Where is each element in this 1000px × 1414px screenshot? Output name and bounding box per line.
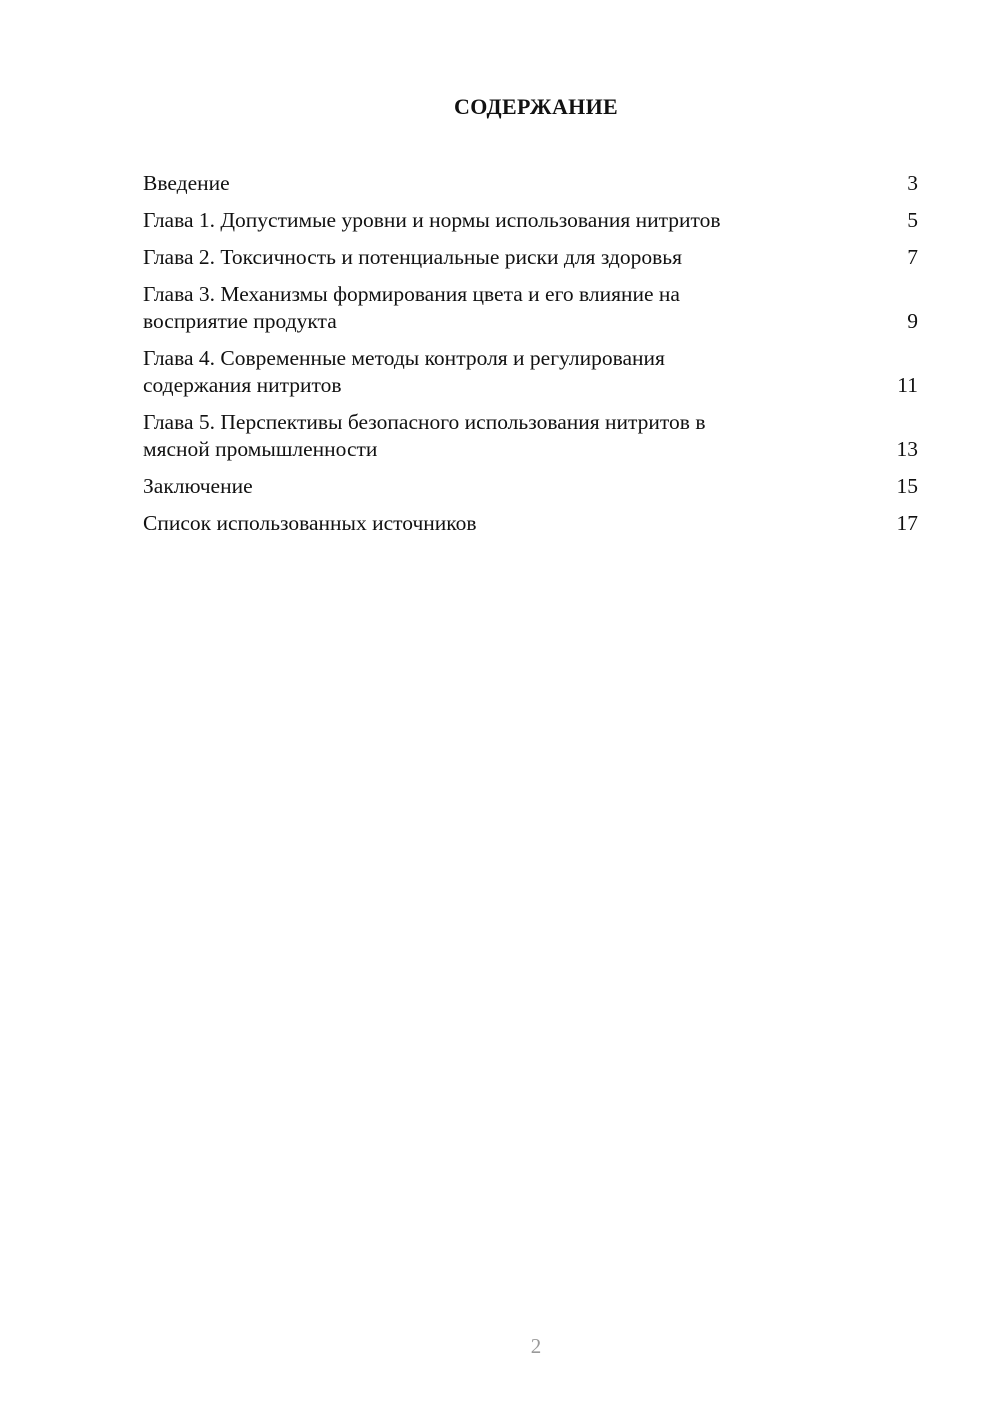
toc-entry-title-line: восприятие продукта <box>143 309 337 333</box>
toc-entry-title-line: Глава 3. Механизмы формирования цвета и его влияние на <box>143 282 680 306</box>
toc-entry-chapter-2 <box>143 244 918 271</box>
toc-entry-title <box>143 409 888 463</box>
toc-entry-conclusion <box>143 473 918 500</box>
page-number: 2 <box>530 1334 542 1358</box>
toc-entry-title-line: Глава 1. Допустимые уровни и нормы использования нитритов <box>143 208 721 232</box>
toc-entry-title-line: Список использованных источников <box>143 511 477 535</box>
toc-entry-page: 7 <box>907 245 918 269</box>
toc-entry-page: 15 <box>896 474 918 498</box>
toc-entry-title <box>143 207 888 234</box>
toc-entry-title-line: Введение <box>143 171 230 195</box>
toc-entry-title-line: мясной промышленности <box>143 437 378 461</box>
toc-entry-page: 11 <box>897 373 918 397</box>
toc-entry-introduction <box>143 170 918 197</box>
toc-entry-chapter-4 <box>143 345 918 399</box>
page-title: СОДЕРЖАНИЕ <box>454 94 618 119</box>
toc-entry-title-line: Глава 4. Современные методы контроля и регулирования <box>143 346 665 370</box>
toc-entry-chapter-3 <box>143 281 918 335</box>
toc-entry-title <box>143 244 888 271</box>
toc-entry-title-line: Глава 2. Токсичность и потенциальные риски для здоровья <box>143 245 682 269</box>
toc-entry-title-line: содержания нитритов <box>143 373 342 397</box>
toc-entry-chapter-5 <box>143 409 918 463</box>
table-of-contents <box>143 170 918 547</box>
toc-entry-page: 5 <box>907 208 918 232</box>
toc-entry-page: 3 <box>907 171 918 195</box>
toc-entry-title <box>143 510 888 537</box>
toc-entry-title-line: Глава 5. Перспективы безопасного использования нитритов в <box>143 410 706 434</box>
toc-entry-references <box>143 510 918 537</box>
toc-entry-title <box>143 473 888 500</box>
toc-entry-chapter-1 <box>143 207 918 234</box>
toc-entry-title <box>143 170 888 197</box>
toc-entry-page: 9 <box>907 309 918 333</box>
toc-entry-title <box>143 345 888 399</box>
toc-entry-title-line: Заключение <box>143 474 253 498</box>
toc-entry-page: 13 <box>896 437 918 461</box>
toc-entry-page: 17 <box>896 511 918 535</box>
toc-entry-title <box>143 281 888 335</box>
